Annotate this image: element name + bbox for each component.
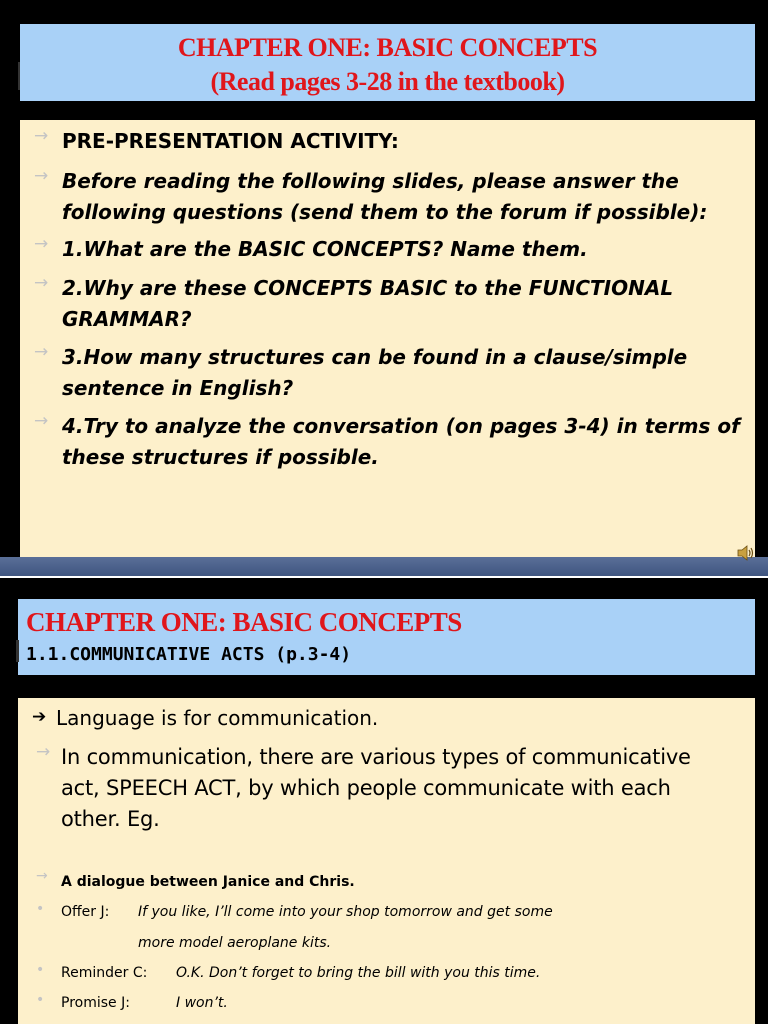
arrow-bullet-icon: → [36,742,51,762]
paragraph-line: other. Eg. [61,807,160,831]
arrow-bullet-icon: ➔ [32,707,47,727]
bullet-text: GRAMMAR? [62,307,192,331]
dialogue-label: Offer J: [61,904,110,920]
speaker-icon[interactable] [737,545,755,565]
slide-2-title: CHAPTER ONE: BASIC CONCEPTS [26,607,462,637]
arrow-bullet-icon: → [34,166,49,186]
dialogue-heading: A dialogue between Janice and Chris. [61,874,355,890]
arrow-bullet-icon: → [34,342,49,362]
slide-2-title-box [18,599,755,675]
slide-2-subtitle: 1.1.COMMUNICATIVE ACTS (p.3-4) [26,644,352,665]
dialogue-label: Promise J: [61,995,130,1011]
arrow-bullet-icon: → [34,273,49,293]
slide-1-bottom-bar [0,557,768,576]
arrow-bullet-icon: → [34,234,49,254]
dot-bullet-icon: • [36,901,45,917]
left-edge-mark [16,640,19,662]
slide-1-title: CHAPTER ONE: BASIC CONCEPTS [177,33,598,62]
bullet-text: 1.What are the BASIC CONCEPTS? Name them. [62,237,588,261]
dialogue-line: If you like, I’ll come into your shop tomorrow and get some [138,904,553,920]
dialogue-line: more model aeroplane kits. [138,935,332,951]
slide-1-subtitle: (Read pages 3-28 in the textbook) [210,67,565,96]
arrow-bullet-icon: → [34,411,49,431]
arrow-bullet-icon: → [36,868,48,884]
slide-2 [0,578,768,1024]
bullet-text: 2.Why are these CONCEPTS BASIC to the FUNCTIONAL [62,276,674,300]
intro-text: Language is for communication. [56,706,379,730]
bullet-text: sentence in English? [62,376,294,400]
dialogue-line: I won’t. [176,995,228,1011]
slide-1-title-box [20,24,755,101]
bullet-text: 4.Try to analyze the conversation (on pages 3-4) in terms of [62,414,740,438]
bullet-text: PRE-PRESENTATION ACTIVITY: [62,129,399,153]
dialogue-label: Reminder C: [61,965,148,981]
slide-1-content [20,120,755,557]
bullet-text: Before reading the following slides, please answer the [62,169,679,193]
dot-bullet-icon: • [36,992,45,1008]
dot-bullet-icon: • [36,962,45,978]
bullet-text: 3.How many structures can be found in a clause/simple [62,345,688,369]
arrow-bullet-icon: → [34,126,49,146]
paragraph-line: act, SPEECH ACT, by which people communicate with each [61,776,671,800]
bullet-text: these structures if possible. [62,445,379,469]
dialogue-line: O.K. Don’t forget to bring the bill with you this time. [176,965,541,981]
paragraph-line: In communication, there are various types of communicative [61,745,691,769]
slide-2-content [18,698,755,1024]
bullet-text: following questions (send them to the forum if possible): [62,200,708,224]
